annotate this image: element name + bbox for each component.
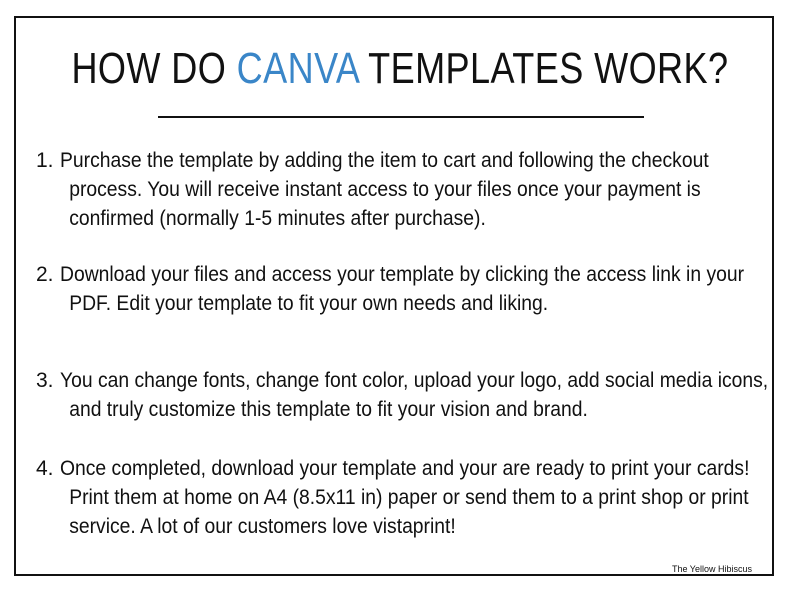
step-line: confirmed (normally 1-5 minutes after purchase). <box>69 207 486 230</box>
title-suffix: TEMPLATES WORK? <box>358 44 729 93</box>
step-line: You can change fonts, change font color, upload your logo, add social media icons, <box>60 369 769 392</box>
step-line: PDF. Edit your template to fit your own needs and liking. <box>69 292 549 315</box>
step-number: 4. <box>36 457 54 480</box>
step-number: 2. <box>36 263 54 286</box>
step-line: Once completed, download your template and your are ready to print your cards! <box>60 457 750 480</box>
step-line: and truly customize this template to fit your vision and brand. <box>69 398 588 421</box>
step-text <box>60 146 765 233</box>
page-title <box>71 44 729 94</box>
step-line: service. A lot of our customers love vistaprint! <box>69 515 456 538</box>
step-line: process. You will receive instant access to your files once your payment is <box>69 178 701 201</box>
step-line: Download your files and access your template by clicking the access link in your <box>60 263 745 286</box>
step-text <box>60 454 794 541</box>
step-text <box>60 260 794 318</box>
step-line: Print them at home on A4 (8.5x11 in) paper or send them to a print shop or print <box>69 486 749 509</box>
step-line: Purchase the template by adding the item to cart and following the checkout <box>60 149 709 172</box>
brand-signature: The Yellow Hibiscus <box>671 564 752 574</box>
title-prefix: HOW DO <box>71 44 237 93</box>
title-accent-word: CANVA <box>236 44 359 93</box>
step-number: 3. <box>36 369 54 392</box>
step-number: 1. <box>36 149 54 172</box>
step-text <box>60 366 794 424</box>
title-divider <box>158 116 644 118</box>
